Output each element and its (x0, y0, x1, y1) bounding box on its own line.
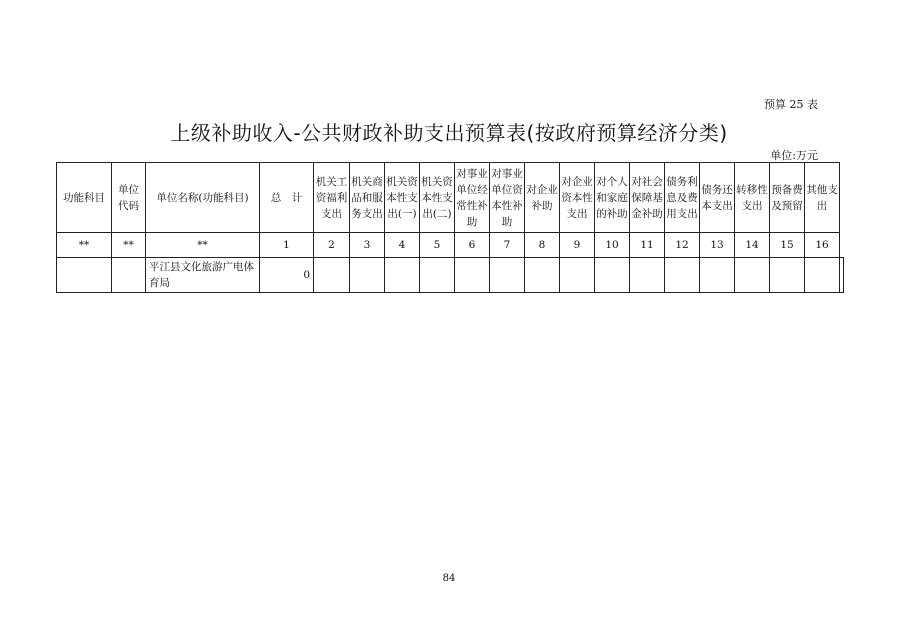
column-header: 单位代码 (112, 163, 146, 233)
index-cell: 5 (420, 233, 455, 258)
table-cell (630, 258, 665, 293)
column-header: 债务利息及费用支出 (665, 163, 700, 233)
index-cell: 9 (560, 233, 595, 258)
table-cell (490, 258, 525, 293)
table-cell (57, 258, 112, 293)
index-cell: ** (112, 233, 146, 258)
column-header: 对事业单位经常性补助 (455, 163, 490, 233)
table-id: 预算 25 表 (764, 98, 818, 111)
column-header: 机关资本性支出(一) (385, 163, 420, 233)
index-cell: 10 (595, 233, 630, 258)
table-cell (770, 258, 805, 293)
index-cell: 16 (805, 233, 840, 258)
table-cell: 0 (260, 258, 314, 293)
column-header: 机关资本性支出(二) (420, 163, 455, 233)
page-title: 上级补助收入-公共财政补助支出预算表(按政府预算经济分类) (170, 121, 728, 145)
table-cell (314, 258, 350, 293)
budget-table (56, 162, 844, 293)
column-header: 对社会保障基金补助 (630, 163, 665, 233)
index-cell: 8 (525, 233, 560, 258)
header-row (57, 163, 844, 233)
table-cell (455, 258, 490, 293)
page-number: 84 (442, 573, 456, 584)
index-cell: 14 (735, 233, 770, 258)
table-cell (560, 258, 595, 293)
index-cell: 4 (385, 233, 420, 258)
index-cell: ** (57, 233, 112, 258)
table-cell: 平江县文化旅游广电体育局 (146, 258, 260, 293)
index-cell: 3 (350, 233, 385, 258)
column-header: 债务还本支出 (700, 163, 735, 233)
column-header: 其他支出 (805, 163, 840, 233)
table-cell (595, 258, 630, 293)
index-cell: 12 (665, 233, 700, 258)
index-cell: 1 (260, 233, 314, 258)
column-header: 单位名称(功能科目) (146, 163, 260, 233)
table-cell (700, 258, 735, 293)
column-header: 对企业补助 (525, 163, 560, 233)
table-cell (805, 258, 840, 293)
table-cell (385, 258, 420, 293)
column-header: 对事业单位资本性补助 (490, 163, 525, 233)
index-cell: 15 (770, 233, 805, 258)
table-cell (112, 258, 146, 293)
index-cell: 13 (700, 233, 735, 258)
column-header: 机关工资福利支出 (314, 163, 350, 233)
column-header: 机关商品和服务支出 (350, 163, 385, 233)
table-cell (665, 258, 700, 293)
index-cell: 7 (490, 233, 525, 258)
index-row (57, 233, 844, 258)
column-header: 转移性支出 (735, 163, 770, 233)
index-cell: ** (146, 233, 260, 258)
column-header: 功能科目 (57, 163, 112, 233)
column-header: 预备费及预留 (770, 163, 805, 233)
column-header: 总 计 (260, 163, 314, 233)
index-cell: 2 (314, 233, 350, 258)
table-row (57, 258, 844, 293)
table-cell (420, 258, 455, 293)
index-cell: 6 (455, 233, 490, 258)
table-cell (525, 258, 560, 293)
index-cell: 11 (630, 233, 665, 258)
table-cell (735, 258, 770, 293)
column-header: 对企业资本性支出 (560, 163, 595, 233)
unit-label: 单位:万元 (770, 149, 818, 162)
table-cell (350, 258, 385, 293)
table-cell (840, 258, 844, 293)
column-header: 对个人和家庭的补助 (595, 163, 630, 233)
